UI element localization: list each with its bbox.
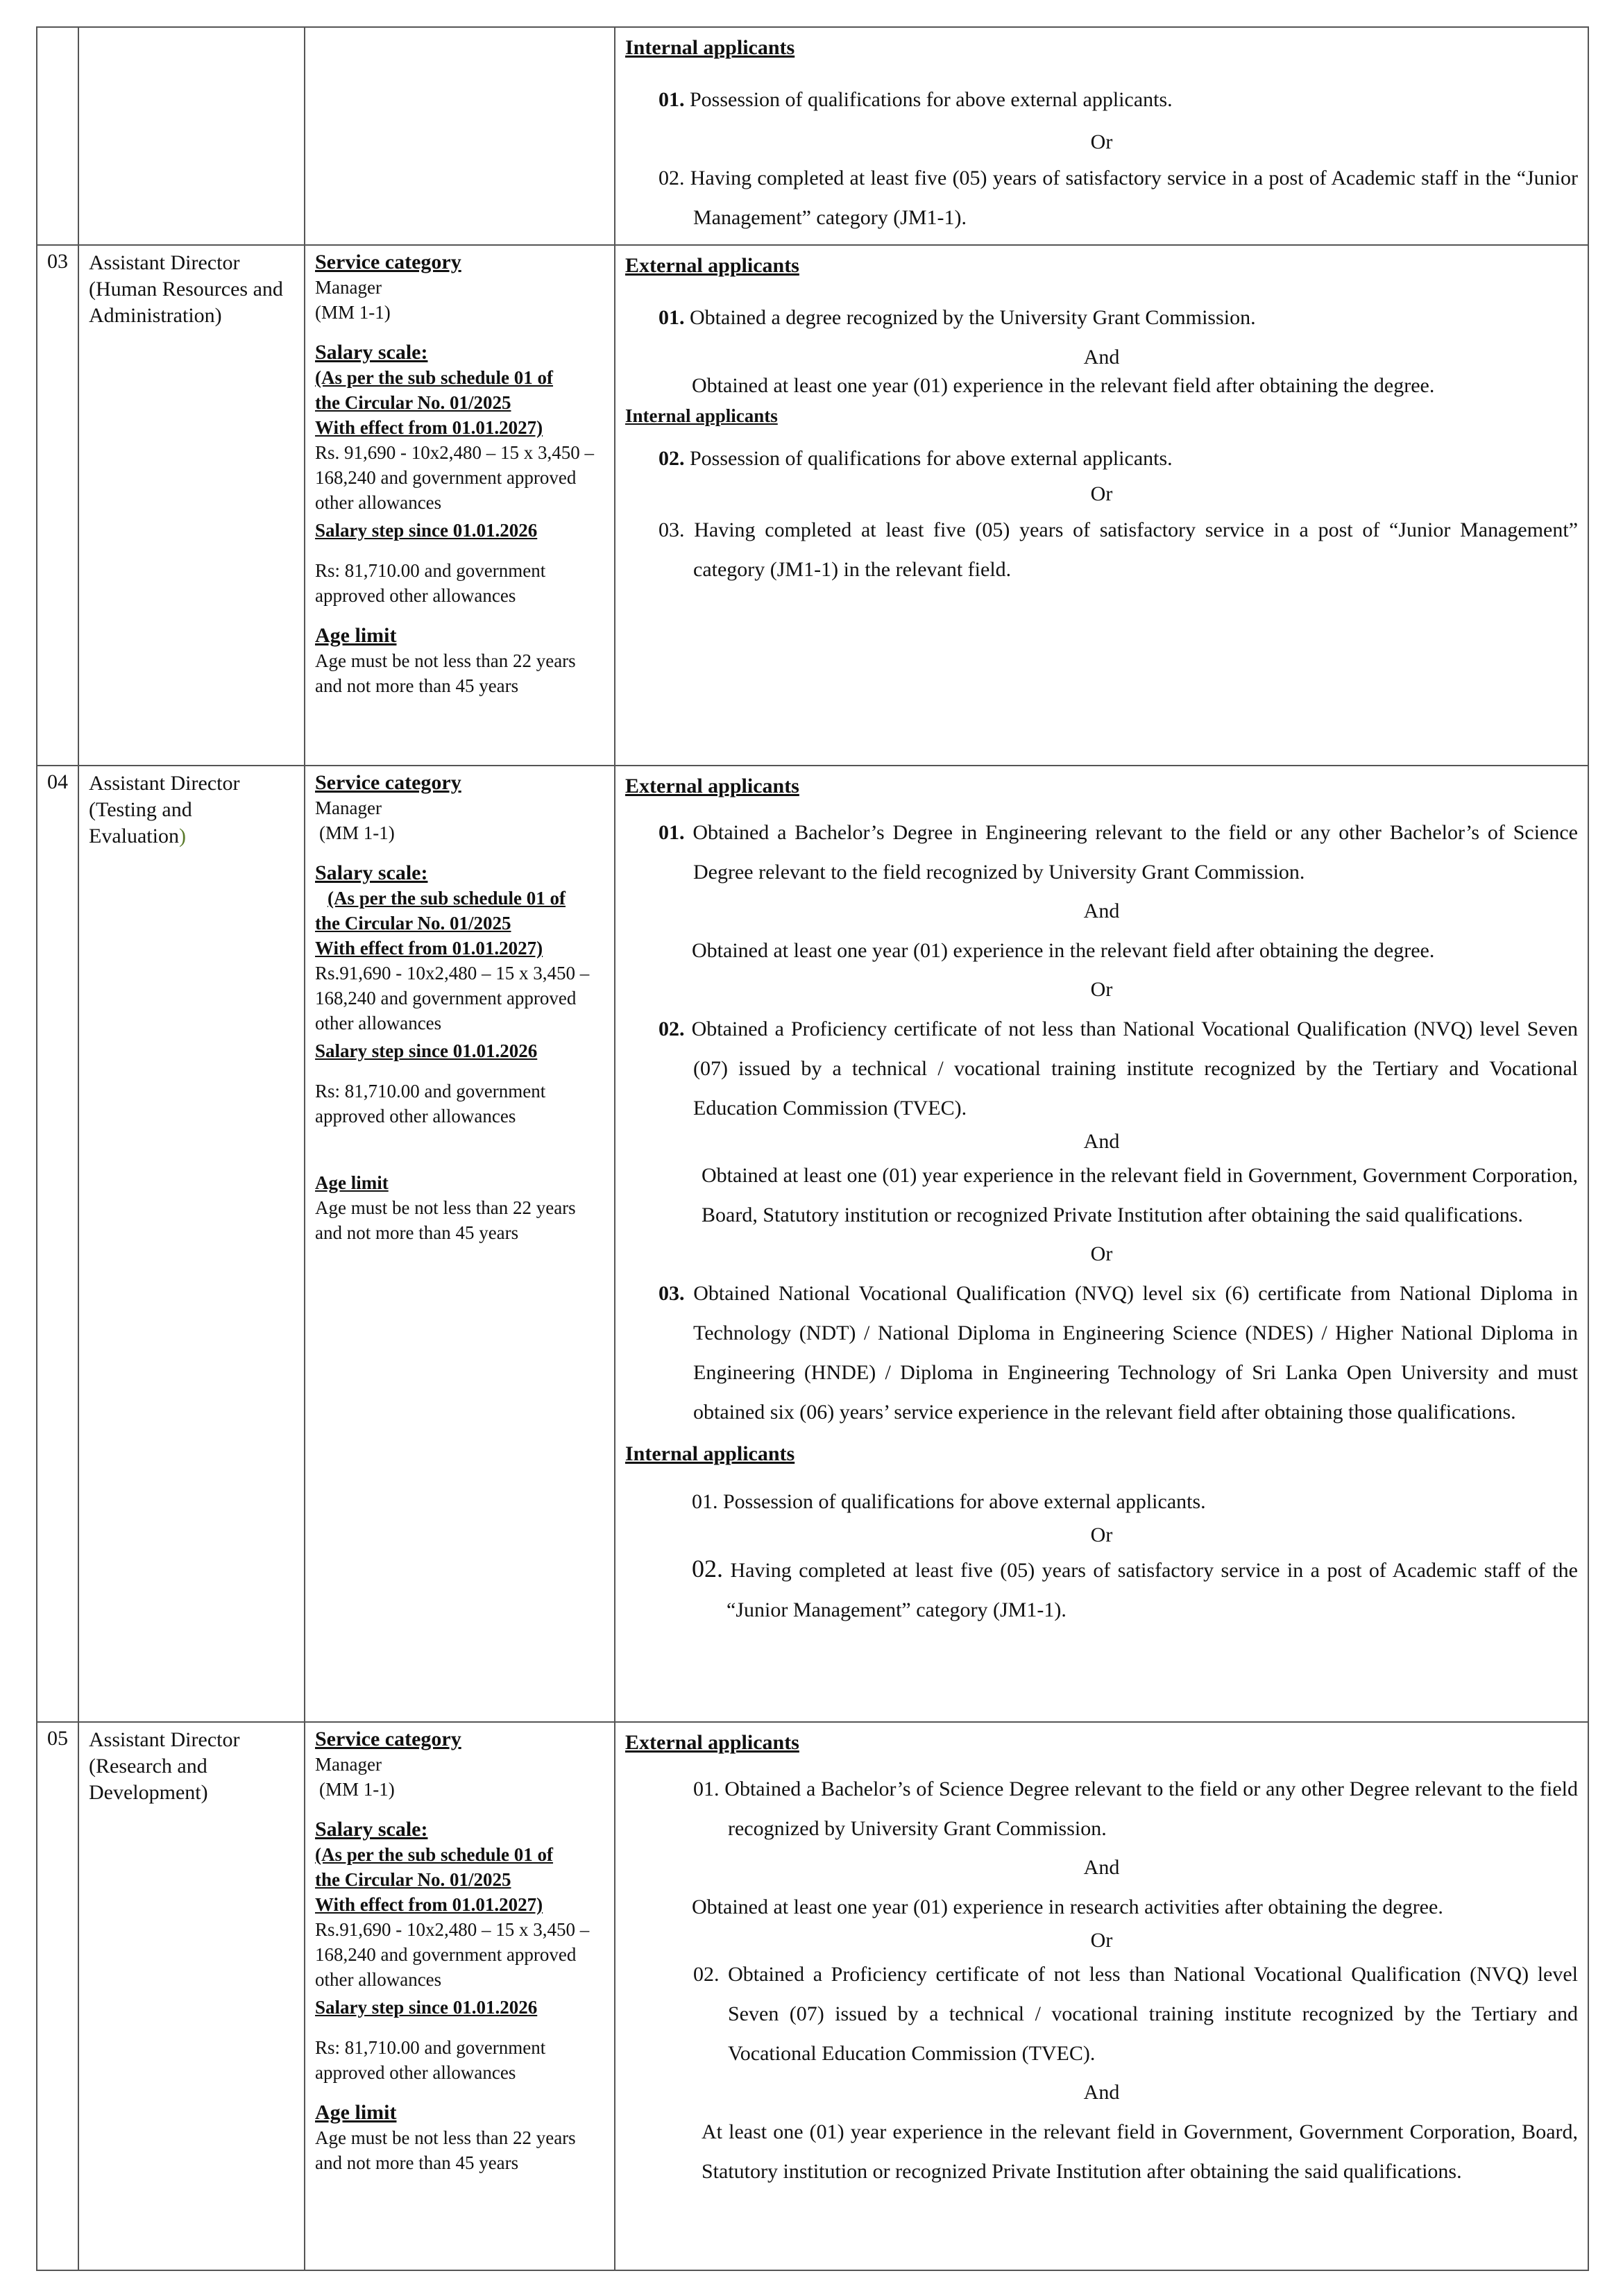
post-cell: [78, 27, 305, 245]
service-category-code: (MM 1-1): [319, 822, 395, 843]
table-row: [37, 1722, 1588, 2270]
salary-scale-heading: Salary scale:: [315, 861, 428, 884]
salary-note: (As per the sub schedule 01 of: [315, 367, 554, 388]
row-number: 04: [37, 766, 78, 1722]
post-title: Assistant Director (Human Resources and Administration): [78, 245, 305, 766]
experience-text: Obtained at least one year (01) experience in the relevant field after obtaining the degree.: [692, 374, 1435, 397]
salary-note: With effect from 01.01.2027): [315, 1894, 543, 1915]
qualifications-cell: [615, 1722, 1588, 2270]
or-separator: Or: [1090, 978, 1113, 1001]
row-number-cell: [37, 27, 78, 245]
post-title: Assistant Director (Research and Development): [78, 1722, 305, 2270]
experience-text: Obtained at least one (01) year experience in the relevant field in Government, Government Corporation, Board, Statutory institution or recognized Private Institution after obtaining the said qualifications.: [702, 1164, 1578, 1226]
and-separator: And: [1083, 346, 1120, 369]
post-title: Assistant Director (Testing and Evaluation): [78, 766, 305, 1722]
salary-scale-heading: Salary scale:: [315, 341, 428, 364]
salary-note: With effect from 01.01.2027): [315, 417, 543, 438]
list-item: 02. Having completed at least five (05) years of satisfactory service in a post of Academic staff in the “Junior Management” category (JM1-1).: [658, 167, 1579, 229]
info-cell: [305, 766, 615, 1722]
age-limit-text: Age must be not less than 22 years and not more than 45 years: [315, 1197, 576, 1243]
experience-text: Obtained at least one year (01) experience in the relevant field after obtaining the degree.: [692, 939, 1435, 962]
qualifications-cell: [615, 27, 1588, 245]
salary-note: (As per the sub schedule 01 of: [328, 888, 566, 909]
info-cell: [305, 27, 615, 245]
list-item: 01. Obtained a degree recognized by the University Grant Commission.: [658, 306, 1256, 329]
info-cell: [305, 245, 615, 766]
info-cell: [305, 1722, 615, 2270]
list-item: 01. Obtained a Bachelor’s of Science Degree relevant to the field or any other Degree relevant to the field recognized by University Grant Commission.: [693, 1778, 1578, 1840]
or-separator: Or: [1090, 1523, 1113, 1546]
or-separator: Or: [1090, 1242, 1113, 1265]
salary-step-heading: Salary step since 01.01.2026: [315, 1997, 538, 2018]
service-category-code: (MM 1-1): [315, 302, 391, 323]
internal-applicants-heading: Internal applicants: [625, 405, 778, 426]
list-item: 02. Possession of qualifications for above external applicants.: [658, 447, 1173, 470]
service-category-value: Manager: [315, 797, 382, 818]
list-item: 01. Possession of qualifications for above external applicants.: [658, 88, 1173, 111]
age-limit-heading: Age limit: [315, 1172, 389, 1193]
internal-applicants-heading: Internal applicants: [625, 1442, 795, 1465]
salary-note: the Circular No. 01/2025: [315, 913, 511, 934]
age-limit-text: Age must be not less than 22 years and not more than 45 years: [315, 650, 576, 696]
list-item: 02. Obtained a Proficiency certificate of not less than National Vocational Qualification (NVQ) level Seven (07) issued by a technical / vocational training institute recognized by the Tertiary and Vocational Education Commission (TVEC).: [693, 1963, 1579, 2065]
experience-text: At least one (01) year experience in the relevant field in Government, Government Corporation, Board, Statutory institution or recognized Private Institution after obtaining the said qualifications.: [702, 2120, 1578, 2183]
or-separator: Or: [1090, 130, 1113, 153]
salary-scale-text: Rs.91,690 - 10x2,480 – 15 x 3,450 – 168,240 and government approved other allowances: [315, 1919, 590, 1990]
salary-step-text: Rs: 81,710.00 and government approved other allowances: [315, 1081, 546, 1126]
service-category-heading: Service category: [315, 251, 461, 273]
list-item: 02. Having completed at least five (05) years of satisfactory service in a post of Academic staff of the “Junior Management” category (JM1-1).: [692, 1555, 1579, 1621]
external-applicants-heading: External applicants: [625, 1731, 799, 1754]
table-row: [37, 766, 1588, 1722]
external-applicants-heading: External applicants: [625, 254, 799, 277]
salary-scale-text: Rs. 91,690 - 10x2,480 – 15 x 3,450 – 168,240 and government approved other allowances: [315, 442, 595, 513]
and-separator: And: [1083, 900, 1120, 922]
salary-note: the Circular No. 01/2025: [315, 1869, 511, 1890]
row-number: 05: [37, 1722, 78, 2270]
qualifications-cell: [615, 245, 1588, 766]
row-number: 03: [37, 245, 78, 766]
table-row: [37, 27, 1588, 245]
age-limit-heading: Age limit: [315, 624, 397, 647]
salary-step-text: Rs: 81,710.00 and government approved other allowances: [315, 2037, 546, 2083]
experience-text: Obtained at least one year (01) experience in research activities after obtaining the degree.: [692, 1896, 1443, 1918]
salary-note: (As per the sub schedule 01 of: [315, 1844, 554, 1865]
salary-note: the Circular No. 01/2025: [315, 392, 511, 413]
salary-step-heading: Salary step since 01.01.2026: [315, 520, 538, 541]
age-limit-heading: Age limit: [315, 2101, 397, 2124]
or-separator: Or: [1090, 1929, 1113, 1952]
list-item: 01. Possession of qualifications for above external applicants.: [692, 1490, 1206, 1513]
service-category-value: Manager: [315, 1754, 382, 1775]
internal-applicants-heading: Internal applicants: [625, 36, 795, 59]
table-row: [37, 245, 1588, 766]
list-item: 01. Obtained a Bachelor’s Degree in Engineering relevant to the field or any other Bachelor’s of Science Degree relevant to the field recognized by University Grant Commission.: [658, 821, 1579, 884]
salary-step-text: Rs: 81,710.00 and government approved other allowances: [315, 560, 546, 606]
or-separator: Or: [1090, 482, 1113, 505]
age-limit-text: Age must be not less than 22 years and not more than 45 years: [315, 2127, 576, 2173]
qualifications-cell: [615, 766, 1588, 1722]
list-item: 03. Obtained National Vocational Qualification (NVQ) level six (6) certificate from National Diploma in Technology (NDT) / National Diploma in Engineering Science (NDES) / Higher National Diploma in Engineering (HNDE) / Diploma in Engineering Technology of Sri Lanka Open University and must obtained six (06) years’ service experience in the relevant field after obtaining those qualifications.: [658, 1282, 1578, 1424]
salary-scale-text: Rs.91,690 - 10x2,480 – 15 x 3,450 – 168,240 and government approved other allowances: [315, 963, 590, 1033]
service-category-heading: Service category: [315, 771, 461, 794]
list-item: 02. Obtained a Proficiency certificate of not less than National Vocational Qualification (NVQ) level Seven (07) issued by a technical / vocational training institute recognized by the Tertiary and Vocational Education Commission (TVEC).: [658, 1018, 1579, 1120]
and-separator: And: [1083, 1130, 1120, 1153]
service-category-value: Manager: [315, 277, 382, 298]
service-category-heading: Service category: [315, 1728, 461, 1750]
salary-note: With effect from 01.01.2027): [315, 938, 543, 959]
service-category-code: (MM 1-1): [319, 1779, 395, 1800]
and-separator: And: [1083, 2081, 1120, 2104]
and-separator: And: [1083, 1856, 1120, 1879]
schedule-table: [36, 26, 1589, 2271]
external-applicants-heading: External applicants: [625, 775, 799, 797]
salary-step-heading: Salary step since 01.01.2026: [315, 1040, 538, 1061]
salary-scale-heading: Salary scale:: [315, 1818, 428, 1841]
list-item: 03. Having completed at least five (05) years of satisfactory service in a post of “Junior Management” category (JM1-1) in the relevant field.: [658, 518, 1579, 581]
